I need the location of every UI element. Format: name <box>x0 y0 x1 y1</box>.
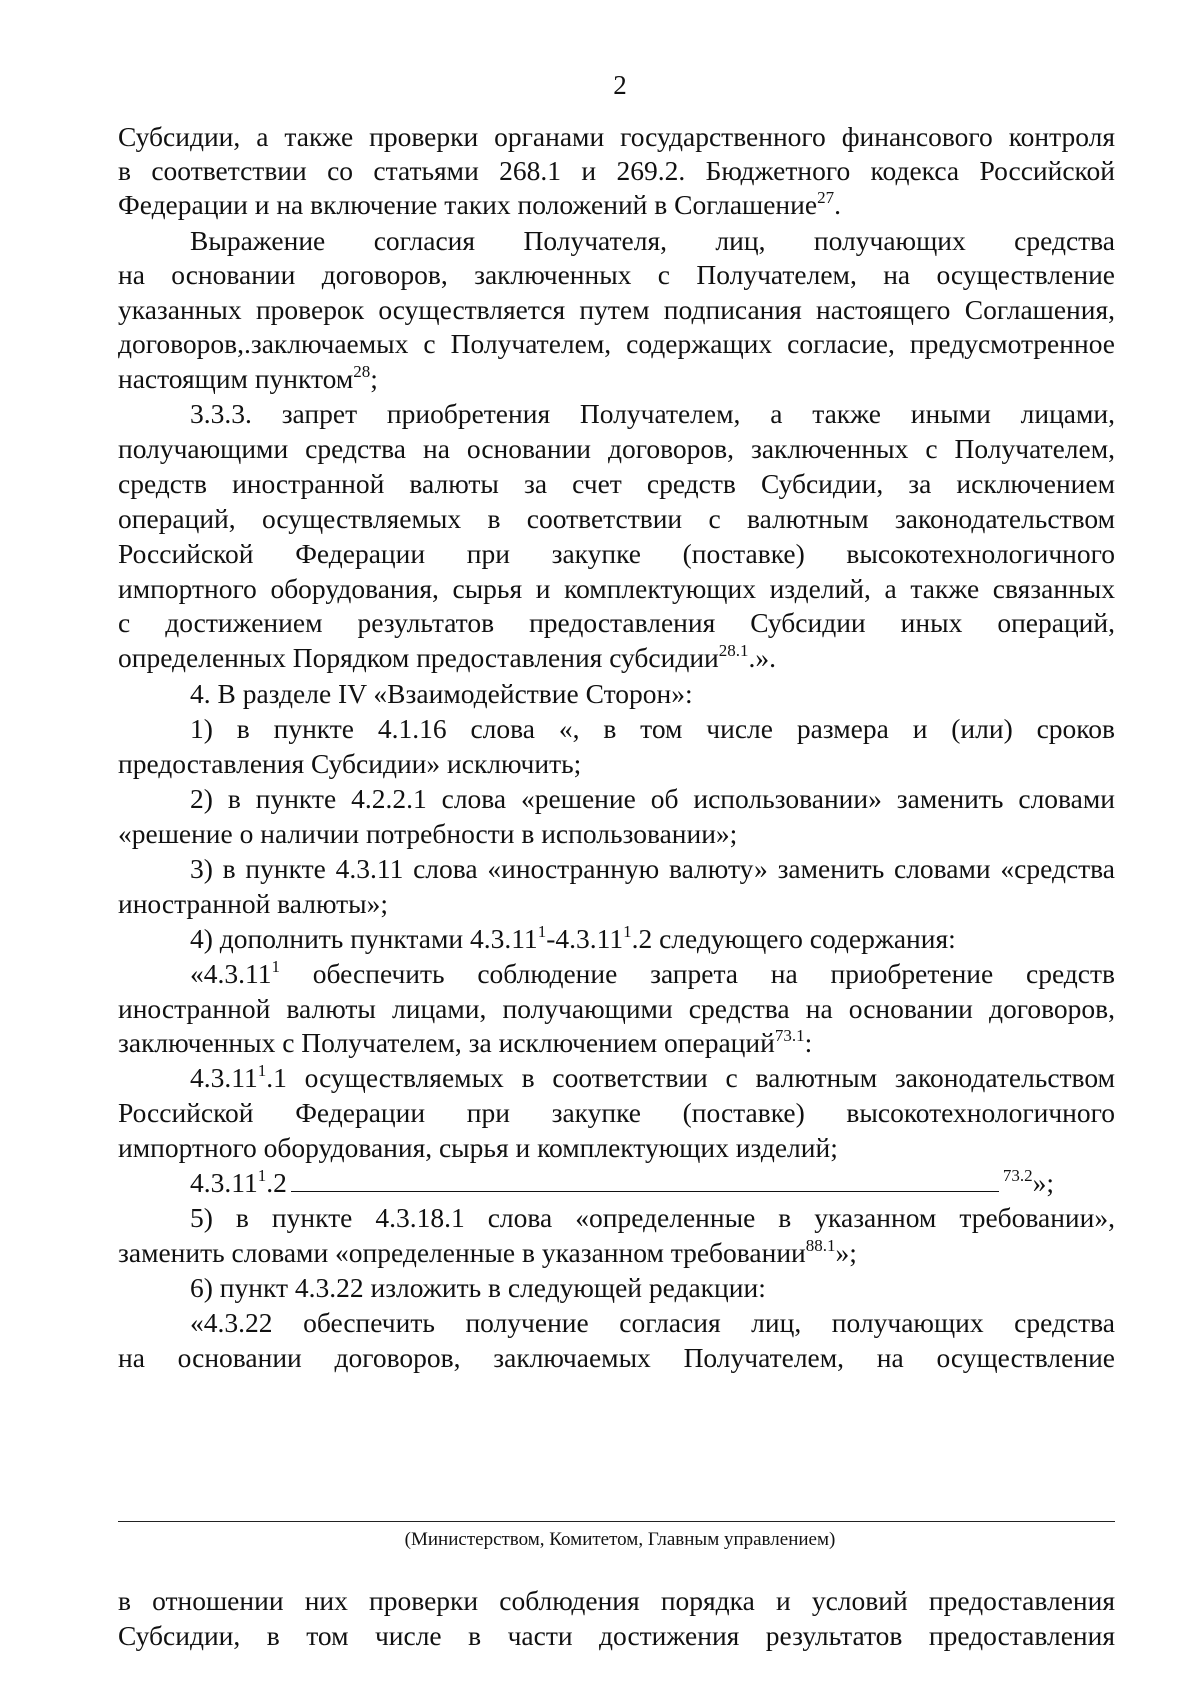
text-line <box>118 327 1115 361</box>
line-text: иностранной валюты лицами, получающими средства на основании договоров, <box>118 993 1115 1024</box>
text-line <box>190 957 1115 991</box>
line-text: определенных Порядком предоставления субсидии <box>118 642 719 673</box>
line-text: 3) в пункте 4.3.11 слова «иностранную валюту» заменить словами «средства <box>190 853 1115 884</box>
text-line <box>118 502 1115 536</box>
line-text: в соответствии со статьями 268.1 и 269.2. Бюджетного кодекса Российской <box>118 155 1115 186</box>
footnote-ref: 88.1 <box>805 1236 836 1255</box>
text-line <box>118 992 1115 1026</box>
text-line <box>190 782 1115 816</box>
line-text: средств иностранной валюты за счет средств Субсидии, за исключением <box>118 468 1115 499</box>
text-line <box>118 120 1115 154</box>
line-text: Федерации и на включение таких положений в Соглашение <box>118 189 818 220</box>
text-line <box>118 606 1115 640</box>
text-line <box>118 1131 838 1165</box>
line-text: 4.3.11 <box>190 1167 258 1198</box>
line-text: настоящим пунктом <box>118 363 354 394</box>
line-text: иностранной валюты»; <box>118 888 389 919</box>
text-line <box>118 188 841 222</box>
text-line <box>118 258 1115 292</box>
line-text: «4.3.22 обеспечить получение согласия лиц, получающих средства <box>190 1307 1115 1338</box>
line-text: 4. В разделе IV «Взаимодействие Сторон»: <box>190 678 693 709</box>
line-text: указанных проверок осуществляется путем подписания настоящего Соглашения, <box>118 294 1115 325</box>
line-text-continued: »; <box>835 1237 857 1268</box>
line-text: 5) в пункте 4.3.18.1 слова «определенные в указанном требовании», <box>190 1202 1115 1233</box>
fill-in-blank <box>291 1173 999 1192</box>
text-line <box>118 817 737 851</box>
line-text: на основании договоров, заключенных с Получателем, на осуществление <box>118 259 1115 290</box>
text-line <box>190 922 1115 956</box>
line-text: в отношении них проверки соблюдения порядка и условий предоставления <box>118 1585 1115 1616</box>
footnote-ref: 73.2 <box>1002 1166 1033 1185</box>
line-text-continued: : <box>804 1027 813 1058</box>
text-line <box>190 852 1115 886</box>
text-line <box>190 1201 1115 1235</box>
line-text: «решение о наличии потребности в использовании»; <box>118 818 738 849</box>
line-text: получающими средства на основании договоров, заключенных с Получателем, <box>118 433 1115 464</box>
line-text-continued: . <box>834 189 841 220</box>
line-text: с достижением результатов предоставления Субсидии иных операций, <box>118 607 1115 638</box>
text-line <box>190 1306 1115 1340</box>
text-line <box>118 362 378 396</box>
line-text: импортного оборудования, сырья и комплектующих изделий, а также связанных <box>118 573 1115 604</box>
text-line <box>118 293 1115 327</box>
line-text: на основании договоров, заключаемых Получателем, на осуществление <box>118 1342 1115 1373</box>
line-text-continued: ; <box>370 363 378 394</box>
text-line <box>118 747 581 781</box>
line-text-continued: .2 следующего содержания: <box>631 923 956 954</box>
line-text-continued: -4.3.11 <box>546 923 624 954</box>
line-text: Российской Федерации при закупке (поставке) высокотехнологичного <box>118 538 1115 569</box>
text-line <box>118 154 1115 188</box>
text-line <box>118 1236 857 1270</box>
line-text-continued: .1 осуществляемых в соответствии с валютным законодательством <box>266 1062 1115 1093</box>
footnote-ref: 1 <box>271 957 280 976</box>
line-text: заключенных с Получателем, за исключением операций <box>118 1027 775 1058</box>
text-line <box>118 641 776 675</box>
line-text: 4.3.11 <box>190 1062 258 1093</box>
text-line <box>190 1166 1115 1200</box>
line-text: Субсидии, в том числе в части достижения результатов предоставления <box>118 1620 1115 1651</box>
line-text: 6) пункт 4.3.22 изложить в следующей редакции: <box>190 1272 766 1303</box>
text-line <box>118 1341 1115 1375</box>
line-text: 4) дополнить пунктами 4.3.11 <box>190 923 538 954</box>
text-line <box>118 1619 1115 1653</box>
line-text: предоставления Субсидии» исключить; <box>118 748 582 779</box>
footnote-caption: (Министерством, Комитетом, Главным управлением) <box>404 1529 836 1550</box>
text-line <box>118 1096 1115 1130</box>
line-text: заменить словами «определенные в указанном требовании <box>118 1237 806 1268</box>
line-text-continued: .2 <box>266 1167 287 1198</box>
line-text-continued: .». <box>748 642 777 673</box>
line-text-continued: »; <box>1032 1167 1054 1198</box>
text-line <box>118 1026 812 1060</box>
text-line <box>118 887 388 921</box>
text-line <box>190 224 1115 258</box>
line-text: 2) в пункте 4.2.2.1 слова «решение об использовании» заменить словами <box>190 783 1115 814</box>
line-text: 1) в пункте 4.1.16 слова «, в том числе размера и (или) сроков <box>190 713 1115 744</box>
line-text: «4.3.11 <box>190 958 272 989</box>
footnote-ref: 28.1 <box>718 641 749 660</box>
footnote-ref: 1 <box>257 1166 267 1185</box>
line-text: 3.3.3. запрет приобретения Получателем, а также иными лицами, <box>190 398 1115 429</box>
text-line <box>118 572 1115 606</box>
footnote-ref: 1 <box>537 922 547 941</box>
footnote-ref: 27 <box>817 188 835 207</box>
text-line <box>190 712 1115 746</box>
line-text: Субсидии, а также проверки органами государственного финансового контроля <box>118 121 1115 152</box>
page-number: 2 <box>613 70 627 100</box>
text-line <box>118 1584 1115 1618</box>
line-text: Выражение согласия Получателя, лиц, получающих средства <box>190 225 1115 256</box>
line-text: договоров,.заключаемых с Получателем, содержащих согласие, предусмотренное <box>118 328 1115 359</box>
footnote-ref: 73.1 <box>774 1026 805 1045</box>
signature-line <box>118 1521 1115 1522</box>
footnote-ref: 1 <box>257 1061 267 1080</box>
line-text: импортного оборудования, сырья и комплектующих изделий; <box>118 1132 838 1163</box>
text-line <box>118 432 1115 466</box>
text-line <box>118 537 1115 571</box>
line-text-continued: обеспечить соблюдение запрета на приобретение средств <box>279 958 1115 989</box>
text-line <box>190 1061 1115 1095</box>
text-line <box>190 677 1115 711</box>
text-line <box>118 467 1115 501</box>
line-text: операций, осуществляемых в соответствии с валютным законодательством <box>118 503 1115 534</box>
footnote-ref: 1 <box>623 922 632 941</box>
text-line <box>190 1271 1115 1305</box>
footnote-ref: 28 <box>353 362 371 381</box>
line-text: Российской Федерации при закупке (поставке) высокотехнологичного <box>118 1097 1115 1128</box>
text-line <box>190 397 1115 431</box>
